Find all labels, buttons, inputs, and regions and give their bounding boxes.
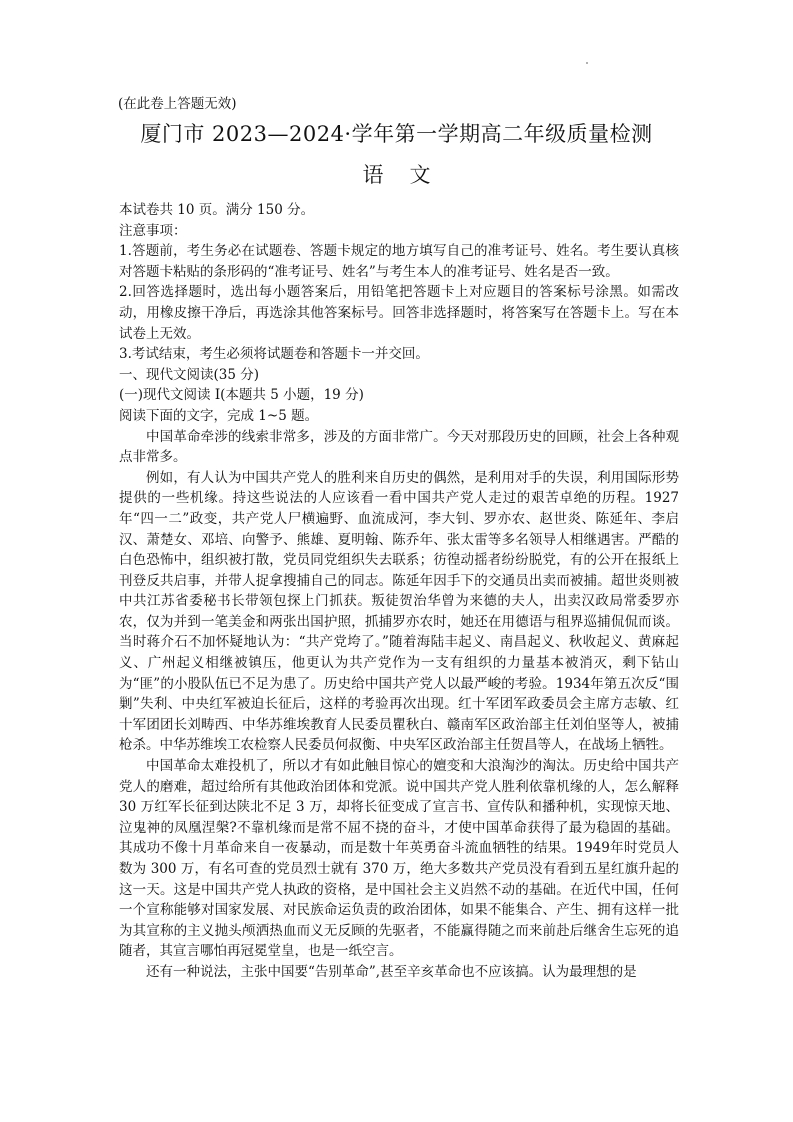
reading-instruction: 阅读下面的文字，完成 1~5 题。 bbox=[119, 407, 319, 424]
passage-paragraph-4: 还有一种说法，主张中国要“告别革命”,甚至辛亥革命也不应该搞。认为最理想的是 bbox=[146, 963, 637, 980]
passage-paragraph-1: 中国革命牵涉的线索非常多，涉及的方面非常广。今天对那段历史的回顾，社会上各种观点非常多。 bbox=[119, 428, 679, 466]
notes-label: 注意事项： bbox=[119, 222, 187, 239]
note-1: 1.答题前，考生务必在试题卷、答题卡规定的地方填写自己的准考证号、姓名。考生要认真核对答题卡粘贴的条形码的“准考证号、姓名”与考生本人的准考证号、姓名是否一致。 bbox=[119, 243, 679, 280]
subject-title: 语文 bbox=[362, 163, 457, 187]
part-title: 一、现代文阅读(35 分) bbox=[119, 366, 260, 383]
scan-speck bbox=[586, 62, 588, 64]
sub-section-title: (一)现代文阅读 I(本题共 5 小题，19 分) bbox=[119, 387, 364, 404]
exam-title: 厦门市 2023—2024·学年第一学期高二年级质量检测 bbox=[140, 122, 653, 146]
invalid-answer-notice: (在此卷上答题无效) bbox=[118, 96, 237, 112]
pages-score-line: 本试卷共 10 页。满分 150 分。 bbox=[119, 202, 315, 218]
exam-body bbox=[119, 200, 679, 983]
passage-paragraph-2: 例如，有人认为中国共产党人的胜利来自历史的偶然，是利用对手的失误，利用国际形势提供的一些机缘。持这些说法的人应该看一看中国共产党人走过的艰苦卓绝的历程。1927年“四一二”政变，共产党人尸横遍野、血流成河，李大钊、罗亦农、赵世炎、陈延年、李启汉、萧楚女、邓培、向警予、熊雄、夏明翰、陈乔年、张太雷等多名领导人相继遇害。严酷的白色恐怖中，组织被打散，党员同党组织失去联系；彷徨动摇者纷纷脱党，有的公开在报纸上刊登反共启事，并带人捉拿搜捕自己的同志。陈延年因手下的交通员出卖而被捕。超世炎则被中共江苏省委秘书长带领包探上门抓获。叛徒贺治华曾为来德的夫人，出卖汉政局常委罗亦农，仅为并到一笔美金和两张出国护照，抓捕罗亦农时，她还在用德语与租界巡捕侃侃而谈。当时蒋介石不加怀疑地认为：“共产党垮了。”随着海陆丰起义、南昌起义、秋收起义、黄麻起义、广州起义相继被镇压，他更认为共产党作为一支有组织的力量基本被消灭，剩下钻山为“匪”的小股队伍已不足为患了。历史给中国共产党人以最严峻的考验。1934年第五次反“围剿”失利、中央红军被迫长征后，这样的考验再次出现。红十军团军政委员会主席方志敏、红十军团团长刘畴西、中华苏维埃教育人民委员瞿秋白、赣南军区政治部主任刘伯坚等人，被捕枪杀。中华苏维埃工农检察人民委员何叔衡、中央军区政治部主任贺昌等人，在战场上牺牲。 bbox=[119, 469, 679, 754]
note-2: 2.回答选择题时，选出每小题答案后，用铅笔把答题卡上对应题目的答案标号涂黑。如需改动，用橡皮擦干净后，再选涂其他答案标号。回答非选择题时，将答案写在答题卡上。写在本试卷上无效。 bbox=[119, 284, 679, 342]
passage-paragraph-3: 中国革命太难投机了，所以才有如此触目惊心的嬗变和大浪淘沙的淘汰。历史给中国共产党人的磨难，超过给所有其他政治团体和党派。说中国共产党人胜利依靠机缘的人，怎么解释 30 万红军长征到达陕北不足 3 万，却将长征变成了宣言书、宣传队和播种机，实现惊天地、泣鬼神的凤凰涅槃?不靠机缘而是常不屈不挠的奋斗，才使中国革命获得了最为稳固的基础。其成功不像十月革命来自一夜暴动，而是数十年英勇奋斗流血牺牲的结果。1949年时党员人数为 300 万，有名可查的党员烈士就有 370 万，绝大多数共产党员没有看到五星红旗升起的这一天。这是中国共产党人执政的资格，是中国社会主义岿然不动的基础。在近代中国，任何一个宣称能够对国家发展、对民族命运负责的政治团体，如果不能集合、产生、拥有这样一批为其宣称的主义抛头颅洒热血而义无反顾的先驱者，不能赢得随之而来前赴后继舍生忘死的追随者，其宣言哪怕再冠冕堂皇，也是一纸空言。 bbox=[119, 758, 679, 960]
note-3: 3.考试结束，考生必须将试题卷和答题卡一并交回。 bbox=[119, 346, 429, 363]
